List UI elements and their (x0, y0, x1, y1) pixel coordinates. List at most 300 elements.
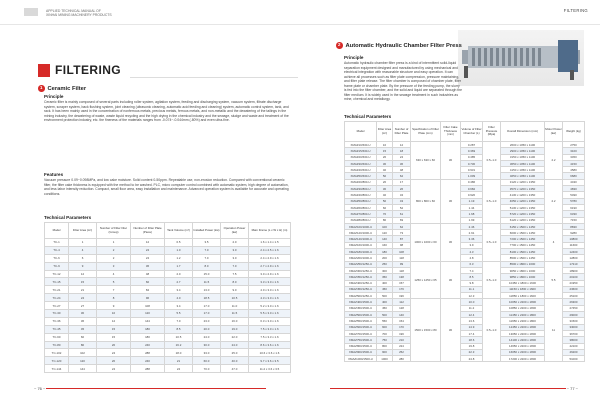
table-cell: 0.920 (461, 192, 483, 198)
table-header-cell: Operation Power (kw) (221, 223, 249, 239)
table-cell: 24 (165, 365, 193, 373)
table-cell: 10.5 (221, 294, 249, 302)
table-cell: 2.0 (221, 239, 249, 247)
table-row (45, 357, 291, 365)
table-cell: 11.2 x 3.6 x 3.5 (249, 365, 291, 373)
table-cell: 2750 (563, 142, 585, 148)
table-cell: XMAZ400/1250-U (345, 280, 377, 286)
table-cell: 450 (377, 305, 393, 311)
table-cell: 7.0 (193, 254, 221, 262)
table-cell: TC-27 (45, 302, 69, 310)
footer-rule-left (46, 388, 266, 389)
table-cell: 108 (131, 302, 165, 310)
table-cell: 4.3 (461, 249, 483, 255)
table-row (45, 341, 291, 349)
table-cell-merged: 0.5~1.0 (483, 142, 501, 180)
table-cell: TC-1 (45, 239, 69, 247)
table-cell: 60 (377, 204, 393, 210)
table-cell: 350 (377, 274, 393, 280)
table-cell: 17.0 (193, 310, 221, 318)
table-cell: 12 (69, 270, 97, 278)
table-cell: 180 (377, 249, 393, 255)
section-title-text: FILTERING (55, 63, 122, 77)
table-cell: 6150 x 1500 x 1450 (501, 223, 545, 229)
filter-press-image (458, 30, 584, 86)
table-cell: 4830 (563, 186, 585, 192)
table-cell: 3.0 (221, 246, 249, 254)
table-header-cell: Installed Power (kw) (193, 223, 221, 239)
table-cell: XMAZ550/1500-U (345, 318, 377, 324)
table-cell: TC-60 (45, 333, 69, 341)
table-cell: 240 (131, 341, 165, 349)
table-cell: 11.5 (221, 310, 249, 318)
table-cell: 9850 x 1800 x 1600 (501, 274, 545, 280)
table-cell: 17200 x 2200 x 1800 (501, 356, 545, 362)
table-cell: 7700 x 1500 x 1450 (501, 242, 545, 248)
table-cell: 20 (377, 154, 393, 160)
table-cell: 0.730 (461, 160, 483, 166)
table-cell: 15 (97, 333, 131, 341)
table-cell: 5.2 x 3.0 x 1.6 (249, 302, 291, 310)
table-cell: 2.4 x 2.9 x 1.6 (249, 254, 291, 262)
table-cell: 40 (377, 192, 393, 198)
table-cell-merged: 0.5~1.0 (483, 223, 501, 261)
table-cell: 120 (377, 230, 393, 236)
table-cell: 2.0 (165, 270, 193, 278)
table-cell: 3.5 (193, 239, 221, 247)
table-cell: 12800 (563, 255, 585, 261)
table-cell: 8.0 (221, 278, 249, 286)
table-cell: 96 (131, 294, 165, 302)
table-cell: 36 (131, 262, 165, 270)
table-cell: XMAZ70/800-U (345, 211, 377, 217)
table-cell: 8500 x 1500 x 1450 (501, 255, 545, 261)
table-cell: 1.68 (461, 211, 483, 217)
table-cell: 176 (393, 286, 411, 292)
table-cell: 18.6 (461, 337, 483, 343)
table-cell: 224 (393, 343, 411, 349)
table-header-cell: Volume of Filter Chamber (L) (461, 122, 483, 142)
table-cell: XMAZ100/1000-U (345, 223, 377, 229)
table-cell: 13050 x 2200 x 1800 (501, 330, 545, 336)
table-cell: 3150 x 1050 x 1100 (501, 154, 545, 160)
table-cell: 20.0 (193, 325, 221, 333)
table-cell: 13.0 (193, 286, 221, 294)
table-cell: 24.0 (221, 341, 249, 349)
table-cell: 4.3 x 3.0 x 1.6 (249, 294, 291, 302)
table-cell: 7.5 (221, 270, 249, 278)
table-cell: 102 (69, 349, 97, 357)
table-cell: 31500 (563, 318, 585, 324)
table-cell: 46200 (563, 349, 585, 355)
table-cell: TC-30 (45, 310, 69, 318)
table-cell: 8.6 x 3.6 x 1.6 (249, 341, 291, 349)
table-cell: 15 (69, 278, 97, 286)
table-cell: XMAZ15/630-U (345, 148, 377, 154)
table-cell: 8.5 (461, 274, 483, 280)
ceramic-filter-heading (38, 85, 86, 92)
table-header-cell: Filter Pressure (Mpa) (483, 122, 501, 142)
table-cell: 70 (377, 211, 393, 217)
table-cell: 38000 (563, 337, 585, 343)
table-cell: 144 (131, 317, 165, 325)
table-cell: 47.0 (221, 365, 249, 373)
table-cell: 12.4 (461, 312, 483, 318)
table-cell: 400 (377, 299, 393, 305)
table-cell: 7.4 (461, 267, 483, 273)
table-cell: 14650 x 2200 x 1800 (501, 343, 545, 349)
table-cell: 19.8 (461, 343, 483, 349)
table-header-cell: Specification of Filter Plate (mm) (411, 122, 441, 142)
table-cell: 25100 (563, 293, 585, 299)
table-cell: XMAZ10/630-U (345, 142, 377, 148)
table-cell: 11600 (563, 242, 585, 248)
table-cell: TC-12 (45, 270, 69, 278)
table-cell: 1 (97, 239, 131, 247)
table-cell: 4150 (563, 160, 585, 166)
table-cell: 3 (97, 262, 131, 270)
table-cell: 19.0 (221, 325, 249, 333)
table-cell: 11.5 (193, 278, 221, 286)
table-cell: 24 (97, 349, 131, 357)
table-cell: XMAZ120/1000-U (345, 230, 377, 236)
table-cell-merged: 30 (441, 299, 461, 362)
table-cell: 300 (377, 267, 393, 273)
table-cell: TC-144 (45, 365, 69, 373)
table-cell: 154 (393, 318, 411, 324)
table-cell: 48 (393, 167, 411, 173)
table-cell: 9 (69, 262, 97, 270)
page-number-left: ~ 76 ~ (34, 386, 46, 391)
table-cell: 15 (97, 325, 131, 333)
table-cell: 0.5 (165, 239, 193, 247)
header-divider (0, 24, 600, 25)
table-cell: 24 (69, 294, 97, 302)
table-cell: 250 (377, 261, 393, 267)
table-cell: 24.8 (461, 356, 483, 362)
table-cell: 36 (393, 160, 411, 166)
table-cell: 2900 x 1050 x 1100 (501, 148, 545, 154)
table-cell: XMAZ40/630-U (345, 167, 377, 173)
table-cell: 9280 (563, 230, 585, 236)
chapter-label: FILTERING (563, 8, 588, 13)
table-cell: 6 (69, 254, 97, 262)
table-cell: XMAZ600/1500-U (345, 324, 377, 330)
table-cell: 21 (69, 286, 97, 294)
table-cell: 120 (131, 310, 165, 318)
table-cell: 500 (377, 312, 393, 318)
table-cell: 4.0 (165, 294, 193, 302)
table-cell: 196 (393, 293, 411, 299)
table-cell: 12 (131, 239, 165, 247)
table-cell: 12450 x 2200 x 1800 (501, 324, 545, 330)
ceramic-features-heading: Features (44, 172, 64, 177)
table-cell: 160 (377, 242, 393, 248)
table-cell: 52 (393, 204, 411, 210)
table-cell: 450 (377, 286, 393, 292)
table-cell: 9 (97, 302, 131, 310)
table-cell: 27450 (563, 305, 585, 311)
table-header-cell: Overall Dimension (mm) (501, 122, 545, 142)
table-cell: 40 (377, 167, 393, 173)
press-principle-paragraph: Automatic hydraulic chamber filter press is a kind of intermittent solid-liquid separation equipment designed and manufactured by using mechanical and electrical integration with reasonable structure and easy operation. It can achieve all processes such as filter plate compression, pressure maintaining, and filter plate release. The filter chamber is composed of chamber plate, filter frame plate or chamber plate. By the pressure of the feeding pump, the slurry is fed into the filter chamber, and the solid and liquid are separated through the filter medium. It is widely used in the sewage treatment in such industries as mine, chemical and metallurgy. (344, 61, 462, 101)
table-header-cell: Filter Cake Thickness (mm) (441, 122, 461, 142)
table-cell: XMAZ30/800-U (345, 186, 377, 192)
press-table-heading: Technical Parameters (344, 114, 392, 119)
table-cell: XMAZ300/1250-U (345, 267, 377, 273)
table-cell: 10.0 (461, 299, 483, 305)
ceramic-principle-heading: Principle (44, 94, 64, 99)
table-cell: 16.2 (165, 341, 193, 349)
table-cell: XMAZ140/1000-U (345, 236, 377, 242)
table-cell: TC-21 (45, 286, 69, 294)
table-cell: XMAZ1000/1500-U (345, 356, 377, 362)
table-cell: 17.0 (193, 302, 221, 310)
table-cell: 144 (69, 365, 97, 373)
table-cell: 11850 x 1800 x 1600 (501, 293, 545, 299)
table-cell: 11.1 (461, 286, 483, 292)
table-cell: 1.19 (461, 198, 483, 204)
table-row (45, 365, 291, 373)
table-cell: 30.0 (193, 341, 221, 349)
table-header-cell: Tank Volume (m³) (165, 223, 193, 239)
table-row (45, 278, 291, 286)
section-title-rule (130, 77, 298, 78)
table-cell: 17.4 (461, 330, 483, 336)
table-cell: 240 (131, 357, 165, 365)
table-cell: 33000 (563, 324, 585, 330)
table-cell: 16.0 (221, 317, 249, 325)
table-cell: 400 (377, 280, 393, 286)
table-cell: 196 (393, 330, 411, 336)
table-cell: 2.4 x 2.5 x 1.6 (249, 246, 291, 254)
table-cell: 170 (393, 324, 411, 330)
table-cell: 1.009 (461, 173, 483, 179)
table-cell: 24 (131, 246, 165, 254)
table-cell: XMAZ50/800-U (345, 198, 377, 204)
table-cell: 100 (377, 223, 393, 229)
table-cell: 73 (393, 230, 411, 236)
table-cell: 0.287 (461, 142, 483, 148)
table-cell: 5130 x 1200 x 1350 (501, 204, 545, 210)
table-cell: 61 (393, 211, 411, 217)
table-cell: 2.7 (165, 278, 193, 286)
table-cell: 15 (377, 148, 393, 154)
number-badge: 1 (38, 85, 45, 92)
filter-press-photo (458, 30, 584, 86)
ceramic-table-heading: Technical Parameters (44, 215, 92, 220)
table-cell: 210 (393, 337, 411, 343)
manual-title-line2: XINHAI MINING MACHINERY PRODUCTS (46, 13, 112, 18)
table-row (45, 294, 291, 302)
table-cell: 1.2 (165, 254, 193, 262)
table-cell: 157 (393, 280, 411, 286)
table-cell-merged: 0.5~1.0 (483, 261, 501, 299)
table-cell: 600 (377, 324, 393, 330)
table-cell: 30 (69, 310, 97, 318)
table-cell: XMAZ500/1250-U (345, 293, 377, 299)
table-cell: 10850 x 2200 x 1800 (501, 305, 545, 311)
press-spec-table (344, 121, 585, 362)
table-cell: 50 (377, 173, 393, 179)
table-header-cell: Motor Power (kw) (545, 122, 563, 142)
table-cell: 3.4 (165, 302, 193, 310)
table-cell: 3.0 (221, 254, 249, 262)
table-cell: 36700 (563, 330, 585, 336)
table-cell-merged: 4 (545, 223, 563, 261)
table-cell: 20100 (563, 274, 585, 280)
table-cell: TC-120 (45, 357, 69, 365)
table-cell: 4430 (563, 179, 585, 185)
table-cell: 2.91 (461, 230, 483, 236)
table-cell: 5490 (563, 192, 585, 198)
table-cell: 118 (393, 267, 411, 273)
ceramic-spec-table (44, 222, 291, 373)
table-cell: 43 (393, 198, 411, 204)
table-cell: 138 (393, 274, 411, 280)
table-cell: 7150 (563, 217, 585, 223)
table-cell: 42100 (563, 343, 585, 349)
table-cell: 30 (377, 160, 393, 166)
table-cell: XMAZ30/630-U (345, 160, 377, 166)
table-cell: 29000 (563, 312, 585, 318)
table-cell: 60 (131, 278, 165, 286)
table-cell: 10050 x 2200 x 1800 (501, 299, 545, 305)
table-cell: 23.0 (193, 317, 221, 325)
table-cell: 4.8 (461, 255, 483, 261)
table-cell: 84 (131, 286, 165, 294)
table-row (45, 254, 291, 262)
table-cell: XMAZ50/630-U (345, 173, 377, 179)
filter-press-heading (336, 42, 462, 49)
table-row (45, 270, 291, 278)
table-cell: 3450 (563, 154, 585, 160)
filter-press-title: Automatic Hydraulic Chamber Filter Press (345, 42, 462, 49)
table-cell: 0.369 (461, 148, 483, 154)
table-cell: 3.4 (165, 286, 193, 294)
table-cell: XMAZ450/1500-U (345, 305, 377, 311)
table-cell: 17 (393, 179, 411, 185)
table-cell: 12.3 (461, 293, 483, 299)
table-cell: 6.3 (461, 261, 483, 267)
table-cell-merged: 30 (441, 179, 461, 223)
table-row (45, 262, 291, 270)
table-cell: XMAZ500/1500-U (345, 312, 377, 318)
table-cell-merged: 2.2 (545, 142, 563, 180)
table-cell: 20 (97, 341, 131, 349)
table-cell: 2 (97, 254, 131, 262)
table-cell-merged: 0.5~1.0 (483, 179, 501, 223)
table-cell: 6600 x 1500 x 1450 (501, 230, 545, 236)
table-cell: TC-45 (45, 325, 69, 333)
table-cell: 6120 x 1200 x 1350 (501, 217, 545, 223)
table-cell-merged: 630 x 630 x 60 (411, 142, 441, 180)
table-cell: 10 (97, 310, 131, 318)
table-cell: TC-6 (45, 254, 69, 262)
table-cell: 9050 x 1800 x 1600 (501, 267, 545, 273)
table-cell: 2600 x 1050 x 1100 (501, 142, 545, 148)
table-cell: 27 (69, 302, 97, 310)
table-cell: 18 (393, 148, 411, 154)
section-marker-icon (38, 64, 50, 77)
table-cell: 11950 x 2200 x 1800 (501, 318, 545, 324)
table-header-cell: Filter Area (m²) (377, 122, 393, 142)
table-cell: TC-4 (45, 246, 69, 254)
table-cell: 7.5 x 3.0 x 1.6 (249, 325, 291, 333)
table-cell: 2.7 x 2.9 x 1.6 (249, 262, 291, 270)
table-cell: 69 (393, 217, 411, 223)
table-cell: 70.0 (193, 365, 221, 373)
table-cell: XMAZ20/800-U (345, 179, 377, 185)
table-cell: 900 (377, 349, 393, 355)
table-cell: XMAZ350/1250-U (345, 274, 377, 280)
table-cell: 120 (69, 357, 97, 365)
table-cell: 6330 (563, 211, 585, 217)
table-row (45, 317, 291, 325)
table-cell: 8 (97, 294, 131, 302)
table-cell-merged: 30 (441, 223, 461, 261)
table-cell: 0.486 (461, 179, 483, 185)
table-cell: 8.5 (165, 325, 193, 333)
table-cell: 6190 (563, 204, 585, 210)
table-cell: 5720 x 1200 x 1350 (501, 211, 545, 217)
table-cell: 51000 (563, 356, 585, 362)
table-header-cell: Number of Filter Plate (393, 122, 411, 142)
table-cell-merged: 30 (441, 142, 461, 180)
table-cell: XMAZ180/1000-U (345, 249, 377, 255)
table-cell: 4.0 x 3.0 x 1.6 (249, 286, 291, 294)
table-cell: 112 (393, 299, 411, 305)
table-cell: 128 (393, 305, 411, 311)
table-cell: 7 (97, 286, 131, 294)
table-cell: 7.0 (165, 317, 193, 325)
table-cell: 48 (131, 270, 165, 278)
table-cell: 10450 x 1800 x 1600 (501, 280, 545, 286)
ceramic-features-text: Vacuum pressure 0.09~0.098MPa, and low cake moisture. Solid content 0-50ppm. Repeatable use, non-erosion reduction. Compared with conventional ceramic filter, the filter cake thickness is equipped with the method to be washed. PLC, micro computer control combined with automatic system, high degree of automation, and less labor intensity reduction. Compact, small floor area, easy installation and maintenance. Advanced operation system is available for accurate and operating conditions. (44, 178, 289, 196)
table-cell: 4650 x 1200 x 1350 (501, 198, 545, 204)
table-cell: 8830 (563, 223, 585, 229)
ceramic-filter-title: Ceramic Filter (47, 85, 87, 92)
table-cell: 2 (97, 246, 131, 254)
table-cell: 10.5 (165, 333, 193, 341)
table-cell: 21 (165, 357, 193, 365)
table-cell: 80 (377, 217, 393, 223)
table-row (45, 349, 291, 357)
table-cell: 98 (393, 242, 411, 248)
table-header-cell: Main Frame (L x W x H) (m) (249, 223, 291, 239)
press-principle-heading: Principle (344, 55, 364, 60)
table-cell: 5 (97, 278, 131, 286)
table-cell: 7.0 (193, 246, 221, 254)
table-cell: XMAZ80/800-U (345, 217, 377, 223)
table-header-cell: Number of Filter Disc (Group) (97, 223, 131, 239)
table-cell: 1.99 (461, 217, 483, 223)
table-cell: 24 (97, 365, 131, 373)
table-cell: 800 (377, 343, 393, 349)
table-cell: 700 (377, 330, 393, 336)
table-row (45, 333, 291, 341)
table-cell: 550 (377, 318, 393, 324)
table-cell: 40.0 (221, 357, 249, 365)
table-header-cell: Model (345, 122, 377, 142)
table-cell: 4650 x 1050 x 1100 (501, 173, 545, 179)
table-cell: 2.46 (461, 223, 483, 229)
table-cell: TC-102 (45, 349, 69, 357)
table-cell: 5.5 (165, 310, 193, 318)
table-cell: XMAZ160/1000-U (345, 242, 377, 248)
table-cell: 62 (393, 223, 411, 229)
table-cell: TC-80 (45, 341, 69, 349)
